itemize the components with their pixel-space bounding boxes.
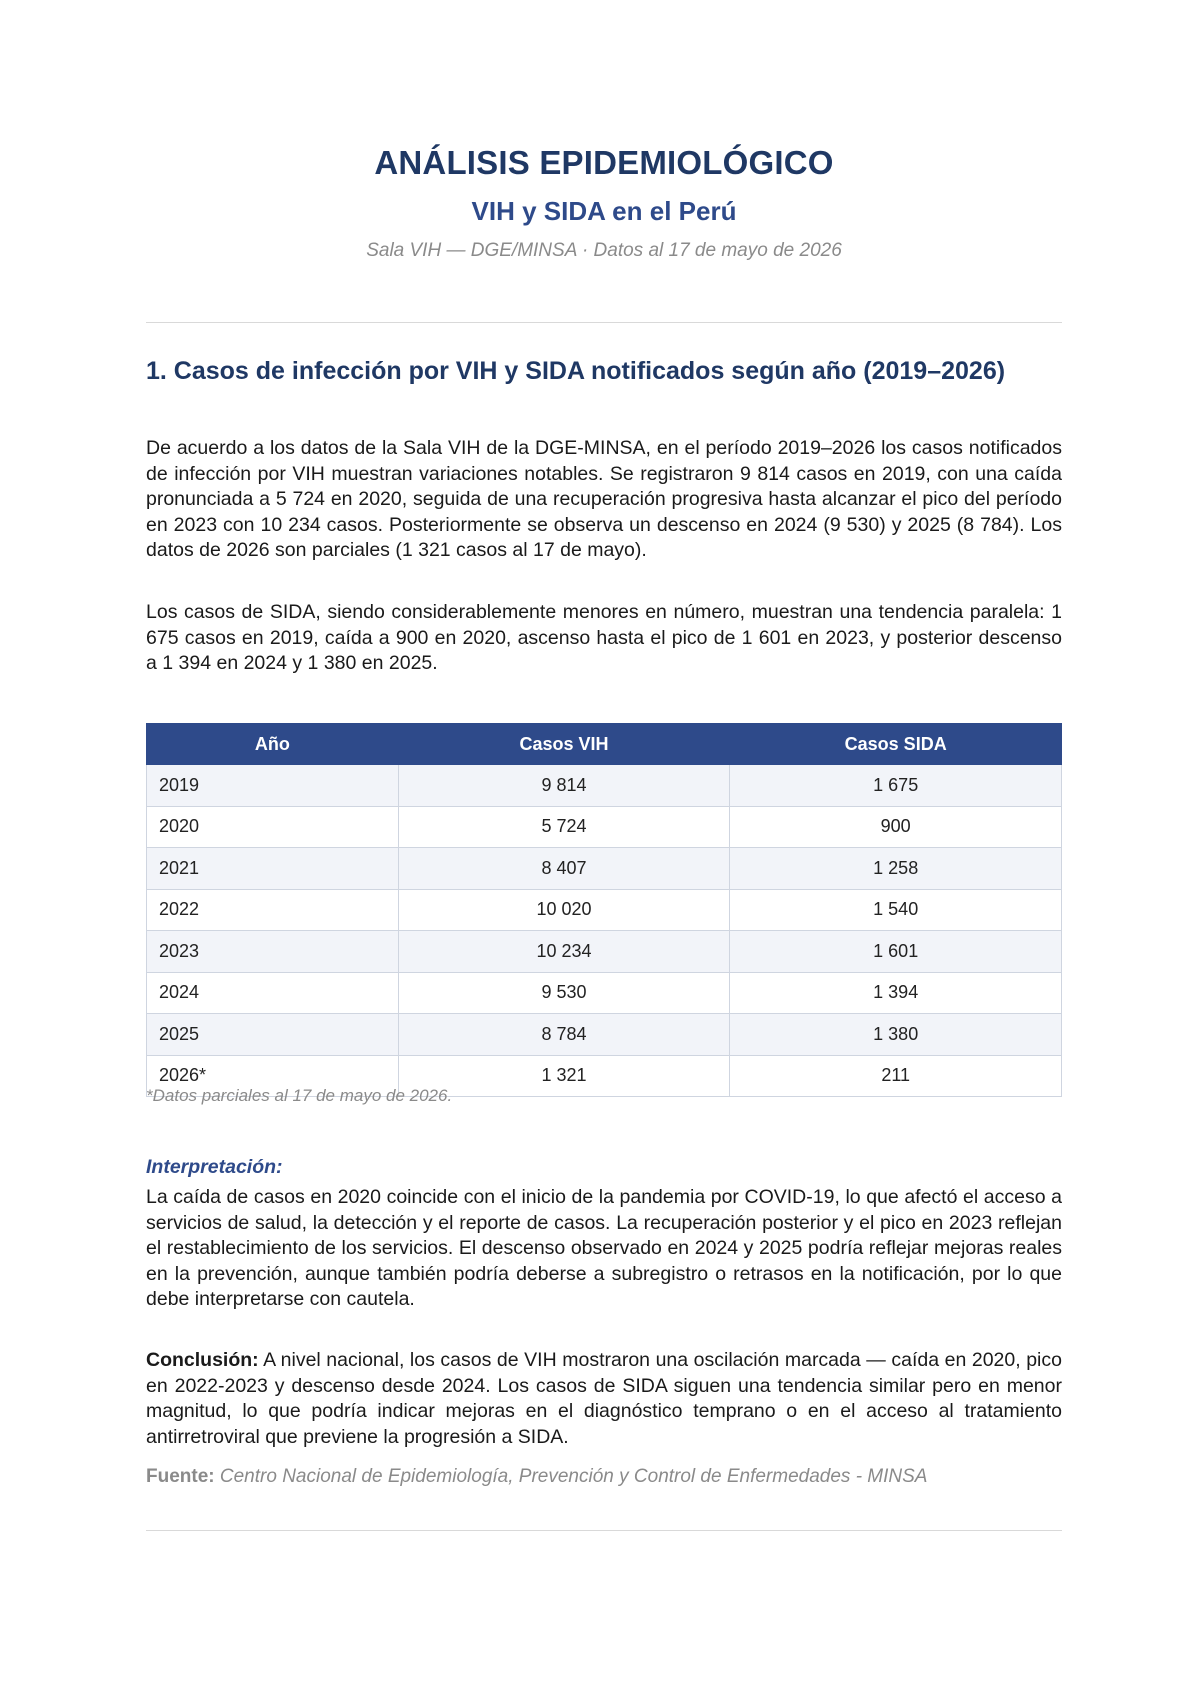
cell-vih: 8 407 [398,848,730,890]
table-row [147,931,1062,973]
document-meta: Sala VIH — DGE/MINSA · Datos al 17 de mayo de 2026 [366,240,842,261]
table-header-row [147,724,1062,765]
cell-year: 2024 [147,972,399,1014]
cell-vih: 10 020 [398,889,730,931]
cell-sida: 1 540 [730,889,1062,931]
top-divider [146,322,1062,323]
conclusion-paragraph [146,1348,1062,1450]
table-row [147,889,1062,931]
document-title: ANÁLISIS EPIDEMIOLÓGICO [374,144,834,181]
cell-vih: 9 530 [398,972,730,1014]
source-line [146,1466,927,1488]
cell-sida: 1 675 [730,765,1062,807]
cell-sida: 1 394 [730,972,1062,1014]
column-header-vih: Casos VIH [398,724,730,765]
interpretation-label: Interpretación: [146,1156,283,1178]
cell-year: 2019 [147,765,399,807]
cell-sida: 1 258 [730,848,1062,890]
table-row [147,806,1062,848]
cell-year: 2026* [147,1055,399,1097]
table-row [147,1014,1062,1056]
table-row [147,972,1062,1014]
cell-vih: 8 784 [398,1014,730,1056]
cell-sida: 900 [730,806,1062,848]
source-text: Centro Nacional de Epidemiología, Prevención y Control de Enfermedades - MINSA [219,1466,928,1487]
bottom-divider [146,1530,1062,1531]
cell-year: 2020 [147,806,399,848]
cell-vih: 9 814 [398,765,730,807]
cell-year: 2023 [147,931,399,973]
cell-sida: 1 380 [730,1014,1062,1056]
conclusion-label: Conclusión: [146,1349,259,1371]
cases-table [146,723,1062,1097]
cell-year: 2025 [147,1014,399,1056]
cell-sida: 1 601 [730,931,1062,973]
document-subtitle: VIH y SIDA en el Perú [471,196,737,226]
interpretation-text: La caída de casos en 2020 coincide con el inicio de la pandemia por COVID-19, lo que afectó el acceso a servicios de salud, la detección y el reporte de casos. La recuperación posterior y el pico en 2023 reflejan el restablecimiento de los servicios. El descenso observado en 2024 y 2025 podría reflejar mejoras reales en la prevención, aunque también podría deberse a subregistro o retrasos en la notificación, por lo que debe interpretarse con cautela. [146,1186,1062,1311]
source-label: Fuente: [146,1466,215,1487]
table-row [147,848,1062,890]
cell-vih: 5 724 [398,806,730,848]
cell-year: 2021 [147,848,399,890]
table-row [147,765,1062,807]
cell-vih: 1 321 [398,1055,730,1097]
table-footnote: *Datos parciales al 17 de mayo de 2026. [146,1086,453,1105]
section-paragraph-1: De acuerdo a los datos de la Sala VIH de la DGE-MINSA, en el período 2019–2026 los casos notificados de infección por VIH muestran variaciones notables. Se registraron 9 814 casos en 2019, con una caída pronunciada a 5 724 en 2020, seguida de una recuperación progresiva hasta alcanzar el pico del período en 2023 con 10 234 casos. Posteriormente se observa un descenso en 2024 (9 530) y 2025 (8 784). Los datos de 2026 son parciales (1 321 casos al 17 de mayo). [146,437,1062,562]
column-header-year: Año [147,724,399,765]
cell-sida: 211 [730,1055,1062,1097]
column-header-sida: Casos SIDA [730,724,1062,765]
section-heading: 1. Casos de infección por VIH y SIDA notificados según año (2019–2026) [146,357,1006,385]
section-paragraph-2: Los casos de SIDA, siendo considerablemente menores en número, muestran una tendencia paralela: 1 675 casos en 2019, caída a 900 en 2020, ascenso hasta el pico de 1 601 en 2023, y posterior descenso a 1 394 en 2024 y 1 380 en 2025. [146,601,1062,675]
cell-year: 2022 [147,889,399,931]
conclusion-text: A nivel nacional, los casos de VIH mostraron una oscilación marcada — caída en 2020, pico en 2022-2023 y descenso desde 2024. Los casos de SIDA siguen una tendencia similar pero en menor magnitud, lo que podría indicar mejoras en el diagnóstico temprano o en el acceso al tratamiento antirretroviral que previene la progresión a SIDA. [146,1349,1062,1448]
cell-vih: 10 234 [398,931,730,973]
